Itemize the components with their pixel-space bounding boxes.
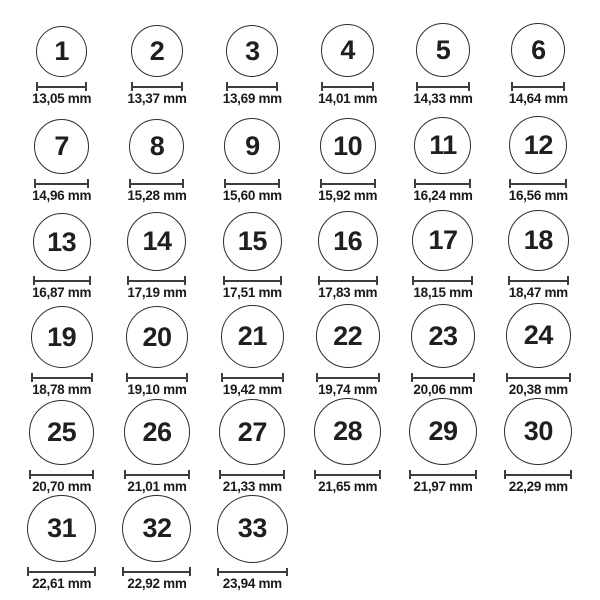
ring-circle [320,118,376,174]
diameter-measure-line [27,567,96,576]
diameter-measure-line [412,276,473,285]
ring-size-item [300,107,395,204]
ring-size-number: 24 [523,320,553,351]
diameter-label: 20,70 mm [32,479,92,495]
measure-bar [35,183,88,185]
diameter-measure-line [509,179,567,188]
measure-bar [412,377,474,379]
diameter-measure-line [226,82,278,91]
ring-size-number: 11 [429,130,457,161]
ring-size-number: 16 [333,225,363,256]
ring-size-item [14,398,109,495]
ring-size-item [395,398,490,495]
measure-bar [413,280,472,282]
ring-size-number: 19 [47,321,77,352]
diameter-label: 17,83 mm [318,285,378,301]
diameter-measure-line [33,276,91,285]
diameter-measure-line [506,373,571,382]
diameter-label: 16,24 mm [413,188,473,204]
ring-circle [316,304,380,368]
ring-size-number: 10 [333,130,363,161]
diameter-label: 18,15 mm [413,285,473,301]
ring-circle [221,305,284,368]
measure-bar [130,183,183,185]
diameter-label: 14,64 mm [508,91,568,107]
ring-circle [412,210,473,271]
diameter-label: 21,97 mm [413,479,473,495]
ring-size-number: 33 [237,513,267,544]
ring-size-item [14,107,109,204]
diameter-measure-line [219,470,285,479]
measure-bar [415,183,470,185]
ring-size-item [14,10,109,107]
ring-circle [509,116,567,174]
ring-size-item [491,398,586,495]
ring-size-item [300,301,395,398]
diameter-label: 14,96 mm [32,188,92,204]
diameter-label: 22,61 mm [32,576,92,592]
diameter-label: 14,33 mm [413,91,473,107]
diameter-measure-line [122,567,191,576]
ring-size-item [300,398,395,495]
diameter-label: 19,42 mm [222,382,282,398]
ring-circle [511,23,565,77]
ring-circle [318,211,378,271]
measure-bar [32,377,92,379]
ring-circle [414,117,471,174]
ring-circle [314,398,381,465]
measure-bar [218,571,287,573]
diameter-label: 16,87 mm [32,285,92,301]
ring-size-number: 28 [333,416,363,447]
diameter-measure-line [416,82,470,91]
diameter-label: 19,10 mm [127,382,187,398]
measure-bar [319,280,377,282]
measure-bar [128,280,185,282]
measure-bar [227,86,277,88]
ring-size-item [14,204,109,301]
diameter-measure-line [504,470,572,479]
diameter-measure-line [126,373,188,382]
measure-bar [507,377,570,379]
diameter-label: 15,28 mm [127,188,187,204]
ring-size-item [109,10,204,107]
ring-size-number: 12 [523,129,553,160]
ring-size-number: 29 [428,416,458,447]
ring-size-item [205,495,300,592]
ring-size-number: 32 [142,513,172,544]
measure-bar [505,474,571,476]
ring-size-number: 9 [245,130,260,161]
diameter-label: 21,65 mm [318,479,378,495]
ring-circle [122,495,191,562]
ring-size-item [205,107,300,204]
measure-bar [30,474,93,476]
ring-size-number: 26 [142,416,172,447]
diameter-measure-line [36,82,87,91]
ring-size-number: 31 [47,513,77,544]
measure-bar [222,377,283,379]
diameter-measure-line [124,470,190,479]
diameter-label: 14,01 mm [318,91,378,107]
diameter-label: 15,60 mm [222,188,282,204]
measure-bar [417,86,469,88]
ring-size-number: 7 [54,131,69,162]
ring-circle [321,24,374,77]
measure-bar [322,86,373,88]
ring-size-number: 21 [237,321,267,352]
diameter-measure-line [511,82,565,91]
diameter-measure-line [217,568,288,577]
measure-bar [37,86,86,88]
ring-size-item [205,398,300,495]
ring-size-item [205,10,300,107]
measure-bar [512,86,564,88]
ring-size-number: 6 [531,34,546,65]
ring-size-number: 23 [428,320,458,351]
diameter-measure-line [224,179,280,188]
diameter-measure-line [29,470,94,479]
ring-size-item [109,495,204,592]
ring-circle [33,213,91,271]
diameter-measure-line [508,276,569,285]
diameter-label: 13,37 mm [127,91,187,107]
ring-circle [131,25,183,77]
ring-size-item [109,107,204,204]
ring-size-item [205,301,300,398]
diameter-measure-line [34,179,89,188]
ring-size-item [300,10,395,107]
diameter-measure-line [127,276,186,285]
diameter-label: 15,92 mm [318,188,378,204]
diameter-measure-line [131,82,183,91]
diameter-measure-line [221,373,284,382]
ring-circle [31,306,93,368]
ring-circle [506,303,571,368]
diameter-label: 16,56 mm [508,188,568,204]
measure-bar [509,280,568,282]
diameter-label: 20,06 mm [413,382,473,398]
measure-bar [34,280,90,282]
measure-bar [317,377,379,379]
diameter-measure-line [314,470,381,479]
ring-size-number: 4 [340,35,355,66]
ring-circle [129,119,184,174]
measure-bar [125,474,189,476]
ring-size-item [491,204,586,301]
ring-circle [124,399,190,465]
ring-size-number: 15 [237,226,267,257]
ring-size-item [395,107,490,204]
measure-bar [410,474,476,476]
diameter-label: 23,94 mm [222,576,282,592]
ring-size-number: 27 [237,416,267,447]
diameter-measure-line [31,373,93,382]
measure-bar [132,86,182,88]
measure-bar [28,571,95,573]
ring-circle [36,26,87,77]
diameter-measure-line [223,276,282,285]
ring-size-number: 17 [428,225,458,256]
ring-size-item [109,398,204,495]
measure-bar [225,183,279,185]
diameter-label: 20,38 mm [508,382,568,398]
ring-circle [223,212,282,271]
diameter-label: 18,47 mm [508,285,568,301]
ring-circle [226,25,278,77]
ring-size-item [491,301,586,398]
ring-size-number: 8 [149,131,165,162]
measure-bar [123,571,190,573]
ring-circle [27,495,96,562]
diameter-label: 21,01 mm [127,479,187,495]
diameter-label: 19,74 mm [318,382,378,398]
ring-size-item [395,10,490,107]
ring-size-item [14,495,109,592]
ring-circle [411,304,475,368]
ring-size-number: 3 [245,35,260,66]
diameter-measure-line [409,470,477,479]
ring-circle [126,306,188,368]
ring-circle [504,398,572,465]
ring-circle [34,119,89,174]
measure-bar [127,377,187,379]
measure-bar [321,183,375,185]
ring-circle [409,398,477,465]
ring-size-item [395,301,490,398]
diameter-label: 21,33 mm [222,479,282,495]
ring-size-number: 20 [142,321,172,352]
diameter-label: 13,05 mm [32,91,92,107]
ring-size-item [109,204,204,301]
ring-size-number: 5 [435,34,451,65]
diameter-label: 18,78 mm [32,382,92,398]
measure-bar [224,280,281,282]
diameter-label: 22,29 mm [508,479,568,495]
ring-size-item [14,301,109,398]
diameter-measure-line [318,276,378,285]
ring-size-number: 30 [523,416,553,447]
ring-size-number: 22 [333,320,363,351]
diameter-label: 17,51 mm [222,285,282,301]
diameter-measure-line [320,179,376,188]
ring-size-item [491,107,586,204]
diameter-label: 22,92 mm [127,576,187,592]
ring-size-item [395,204,490,301]
measure-bar [220,474,284,476]
measure-bar [510,183,566,185]
diameter-measure-line [316,373,380,382]
diameter-label: 17,19 mm [127,285,187,301]
diameter-measure-line [321,82,374,91]
diameter-measure-line [129,179,184,188]
ring-circle [416,23,470,77]
ring-size-item [491,10,586,107]
ring-size-number: 13 [47,226,77,257]
diameter-measure-line [411,373,475,382]
ring-circle [29,400,94,465]
ring-circle [508,210,569,271]
ring-circle [224,118,280,174]
ring-circle [217,495,288,563]
ring-size-number: 25 [47,417,77,448]
ring-size-item [109,301,204,398]
ring-circle [219,399,285,465]
ring-circle [127,212,186,271]
ring-size-number: 2 [149,35,165,66]
ring-size-number: 18 [523,225,553,256]
ring-size-item [300,204,395,301]
ring-size-item [205,204,300,301]
ring-size-number: 14 [142,226,172,257]
measure-bar [315,474,380,476]
diameter-measure-line [414,179,471,188]
ring-size-number: 1 [54,36,69,67]
diameter-label: 13,69 mm [222,91,282,107]
